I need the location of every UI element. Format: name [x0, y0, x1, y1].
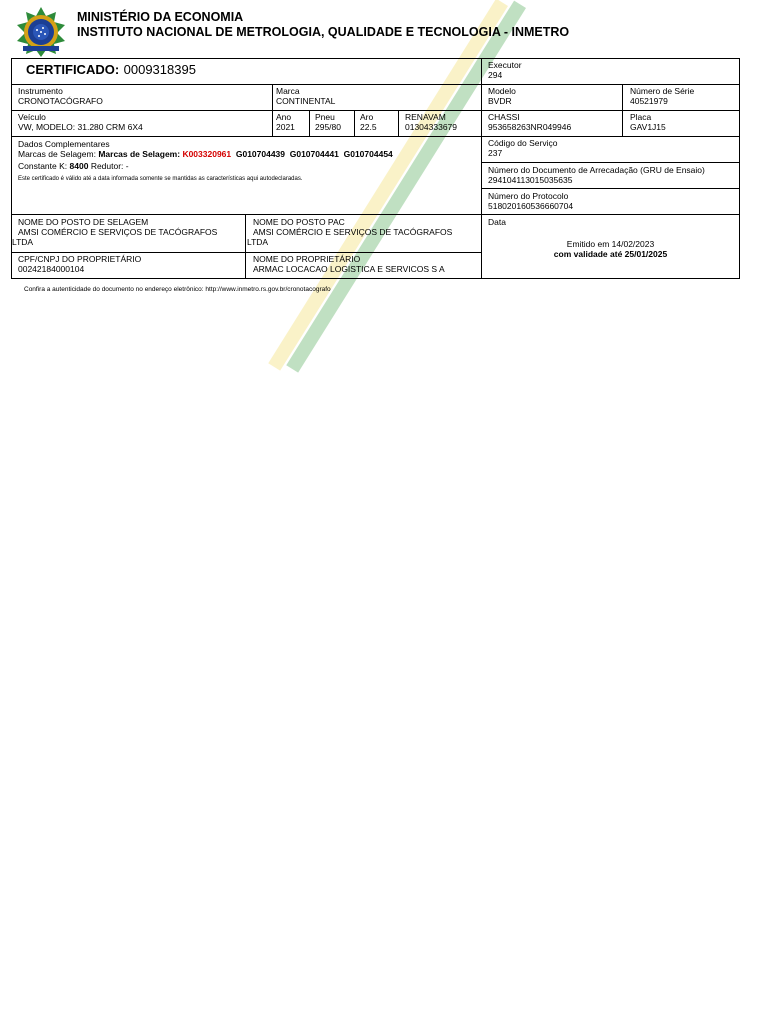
numero-serie-label: Número de Série	[630, 86, 695, 96]
instrumento-value: CRONOTACÓGRAFO	[18, 96, 103, 106]
validity-note: Este certificado é válido até a data informada somente se mantidas as características aqui autodeclaradas.	[18, 176, 303, 182]
marcas-selagem-red: K003320961	[182, 149, 232, 159]
constante-line	[18, 161, 480, 171]
veiculo-label: Veículo	[18, 112, 46, 122]
chassi-value: 953658263NR049946	[488, 122, 572, 132]
gru-value: 294104113015035635	[488, 175, 573, 185]
chassi-label: CHASSI	[488, 112, 520, 122]
posto-pac-value-line1: AMSI COMÉRCIO E SERVIÇOS DE TACÓGRAFOS	[253, 227, 453, 237]
marca-value: CONTINENTAL	[276, 96, 336, 106]
protocolo-value: 518020160536660704	[488, 201, 574, 211]
authenticity-footer: Confira a autenticidade do documento no endereço eletrônico: http://www.inmetro.rs.gov.br/cronotacografo	[24, 286, 331, 293]
constante-value: 8400	[69, 161, 89, 171]
aro-label: Aro	[360, 112, 374, 122]
posto-selagem-value-line1: AMSI COMÉRCIO E SERVIÇOS DE TACÓGRAFOS	[18, 227, 218, 237]
executor-value: 294	[488, 70, 503, 80]
codigo-servico-label: Código do Serviço	[488, 138, 558, 148]
marcas-selagem-rest: G010704439 G010704441 G010704454	[235, 149, 393, 159]
validade-date: com validade até 25/01/2025	[553, 249, 668, 259]
ano-label: Ano	[276, 112, 292, 122]
posto-pac-value-line2: LTDA	[247, 237, 269, 247]
certificate-label: CERTIFICADO:	[26, 62, 120, 77]
redutor-value: Redutor: -	[90, 161, 129, 171]
institute-title: INSTITUTO NACIONAL DE METROLOGIA, QUALIDADE E TECNOLOGIA - INMETRO	[77, 25, 570, 39]
posto-selagem-value-line2: LTDA	[12, 237, 34, 247]
marcas-selagem-prefix: Marcas de Selagem:	[18, 149, 96, 159]
posto-pac-label: NOME DO POSTO PAC	[253, 217, 345, 227]
marca-label: Marca	[276, 86, 300, 96]
executor-label: Executor	[488, 60, 522, 70]
renavam-value: 01304333679	[405, 122, 458, 132]
marcas-selagem-bold: Marcas de Selagem:	[98, 149, 181, 159]
dados-complementares-label: Dados Complementares	[18, 139, 110, 149]
proprietario-label: NOME DO PROPRIETÁRIO	[253, 254, 361, 264]
posto-selagem-label: NOME DO POSTO DE SELAGEM	[18, 217, 149, 227]
codigo-servico-value: 237	[488, 148, 503, 158]
proprietario-value: ARMAC LOCACAO LOGISTICA E SERVICOS S A	[253, 264, 445, 274]
instrumento-label: Instrumento	[18, 86, 63, 96]
pneu-label: Pneu	[315, 112, 335, 122]
ano-value: 2021	[276, 122, 295, 132]
renavam-label: RENAVAM	[405, 112, 446, 122]
veiculo-value: VW, MODELO: 31.280 CRM 6X4	[18, 122, 143, 132]
gru-label: Número do Documento de Arrecadação (GRU de Ensaio)	[488, 165, 705, 175]
aro-value: 22.5	[360, 122, 377, 132]
emitido-date: Emitido em 14/02/2023	[566, 239, 655, 249]
placa-value: GAV1J15	[630, 122, 666, 132]
data-label: Data	[488, 217, 506, 227]
pneu-value: 295/80	[315, 122, 341, 132]
cpf-cnpj-value: 00242184000104	[18, 264, 85, 274]
placa-label: Placa	[630, 112, 652, 122]
modelo-label: Modelo	[488, 86, 516, 96]
protocolo-label: Número do Protocolo	[488, 191, 569, 201]
modelo-value: BVDR	[488, 96, 512, 106]
cpf-cnpj-label: CPF/CNPJ DO PROPRIETÁRIO	[18, 254, 142, 264]
marcas-selagem-line	[18, 149, 480, 159]
numero-serie-value: 40521979	[630, 96, 668, 106]
ministry-title: MINISTÉRIO DA ECONOMIA	[77, 10, 244, 24]
certificate-number: 0009318395	[123, 62, 196, 77]
constante-prefix: Constante K:	[18, 161, 68, 171]
